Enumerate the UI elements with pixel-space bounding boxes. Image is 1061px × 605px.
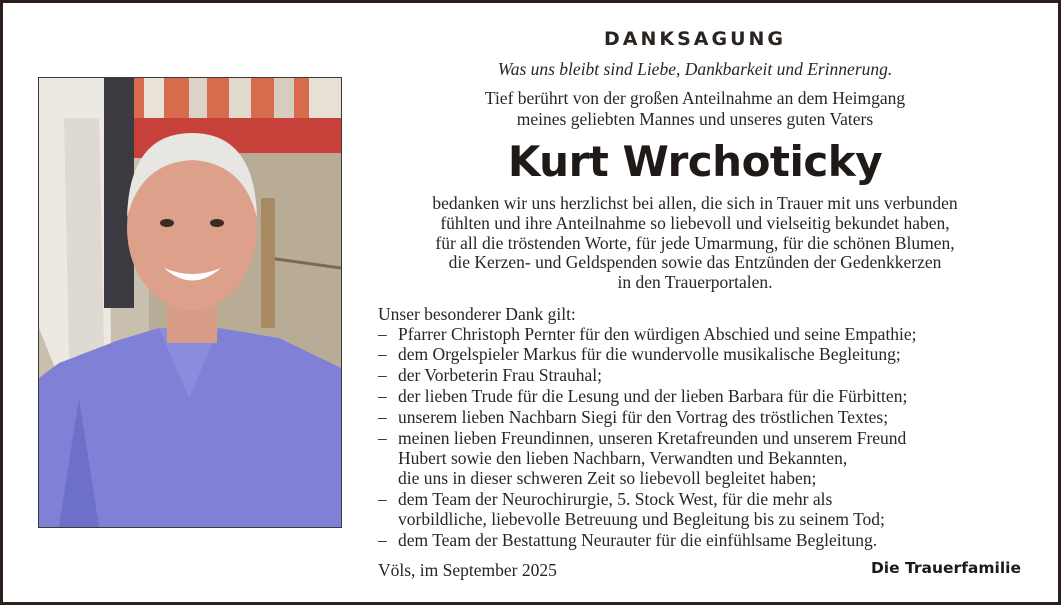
body-line: in den Trauerportalen. [617,272,773,293]
body-line: für all die tröstenden Worte, für jede Umarmung, für die schönen Blumen, [435,232,955,253]
notice-heading: DANKSAGUNG [603,28,786,50]
list-dash: – [378,489,387,509]
list-item: meinen lieben Freundinnen, unseren Kretafreunden und unserem Freund [398,428,907,448]
motto-line: Was uns bleibt sind Liebe, Dankbarkeit und Erinnerung. [497,59,893,79]
body-line: bedanken wir uns herzlichst bei allen, die sich in Trauer mit uns verbunden [432,193,958,213]
list-dash: – [378,530,387,550]
list-item: der lieben Trude für die Lesung und der lieben Barbara für die Fürbitten; [398,386,908,406]
list-item: dem Team der Bestattung Neurauter für die einfühlsame Begleitung. [398,530,878,550]
list-dash: – [378,386,387,406]
list-item-continuation: die uns in dieser schweren Zeit so liebevoll begleitet haben; [398,468,817,488]
list-item: der Vorbeterin Frau Strauhal; [398,365,602,385]
thanks-body [370,194,1020,293]
list-item: dem Team der Neurochirurgie, 5. Stock West, für die mehr als [398,489,833,509]
signature: Die Trauerfamilie [870,559,1021,577]
place-date: Völs, im September 2025 [378,560,557,580]
intro-line: Tief berührt von der großen Anteilnahme an dem Heimgang [484,88,906,108]
thanks-heading: Unser besonderer Dank gilt: [378,304,576,324]
body-line: die Kerzen- und Geldspenden sowie das Entzünden der Gedenkkerzen [448,252,942,273]
list-item: unserem lieben Nachbarn Siegi für den Vortrag des tröstlichen Textes; [398,407,889,427]
intro-text [370,88,1020,130]
list-dash: – [378,324,387,344]
list-dash: – [378,344,387,364]
list-dash: – [378,428,387,448]
body-line: fühlten und ihre Anteilnahme so liebevoll und vielseitig bekundet haben, [440,212,950,233]
list-item: dem Orgelspieler Markus für die wundervolle musikalische Begleitung; [398,344,901,364]
list-dash: – [378,407,387,427]
intro-line: meines geliebten Mannes und unseres guten Vaters [516,109,874,129]
list-item: Pfarrer Christoph Pernter für den würdigen Abschied und seine Empathie; [398,324,917,344]
list-item-continuation: Hubert sowie den lieben Nachbarn, Verwandten und Bekannten, [398,448,848,468]
portrait-photo [38,77,342,528]
list-item-continuation: vorbildliche, liebevolle Betreuung und Begleitung bis zu seinem Tod; [398,509,885,529]
list-dash: – [378,365,387,385]
deceased-name: Kurt Wrchoticky [507,137,883,186]
